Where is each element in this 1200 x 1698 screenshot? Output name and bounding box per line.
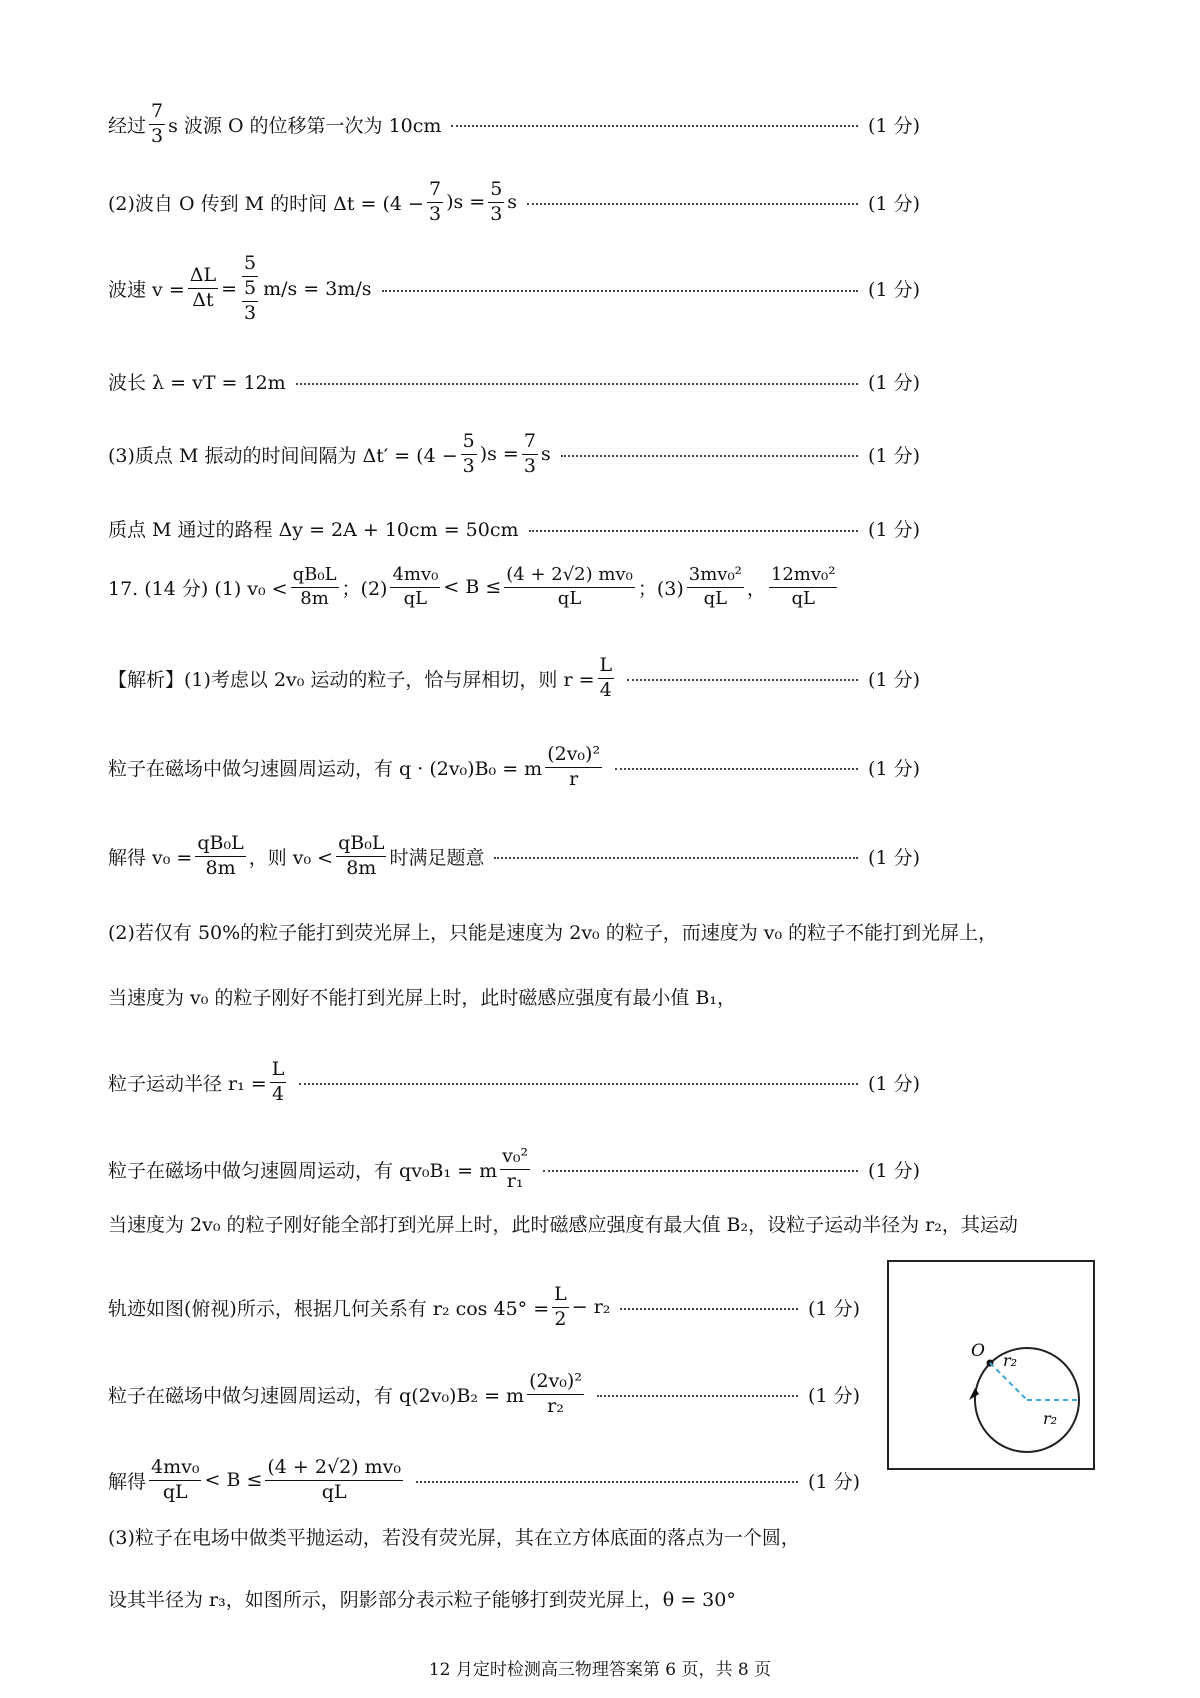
text: )s = bbox=[446, 191, 486, 214]
answer-line-4 bbox=[108, 368, 920, 395]
answer-line-17 bbox=[108, 1370, 860, 1419]
score: (1 分) bbox=[808, 1384, 860, 1407]
score: (1 分) bbox=[868, 1072, 920, 1095]
fraction: $\frac{5}{3}$ bbox=[490, 178, 503, 225]
label-r2-lower: r₂ bbox=[1043, 1409, 1058, 1428]
score: (1 分) bbox=[868, 192, 920, 215]
text: 轨迹如图(俯视)所示，根据几何关系有 r₂ cos 45° = bbox=[108, 1297, 550, 1320]
text: ， bbox=[746, 577, 766, 600]
score: (1 分) bbox=[868, 444, 920, 467]
dot-leader bbox=[494, 857, 858, 859]
text: 【解析】(1)考虑以 2v₀ 运动的粒子，恰与屏相切，则 r = bbox=[108, 668, 595, 691]
dot-leader bbox=[543, 1170, 858, 1172]
fraction: $\frac{\text{4mv₀}}{qL}$ bbox=[151, 1456, 200, 1503]
answer-line-11: (2)若仅有 50%的粒子能打到荧光屏上，只能是速度为 2v₀ 的粒子，而速度为 v₀ 的粒子不能打到光屏上， bbox=[108, 922, 998, 944]
text: 质点 M 通过的路程 Δy = 2A + 10cm = 50cm bbox=[108, 519, 519, 541]
text: 粒子在磁场中做匀速圆周运动，有 qv₀B₁ = m bbox=[108, 1159, 498, 1182]
fraction: $\frac{L}{4}$ bbox=[599, 654, 613, 701]
fraction: $\frac{\text{qB₀L}}{8m}$ bbox=[197, 832, 244, 879]
answer-line-5 bbox=[108, 430, 920, 479]
answer-line-18 bbox=[108, 1456, 860, 1505]
score: (1 分) bbox=[868, 668, 920, 691]
answer-line-19: (3)粒子在电场中做类平抛运动，若没有荧光屏，其在立方体底面的落点为一个圆， bbox=[108, 1527, 800, 1549]
score: (1 分) bbox=[868, 1159, 920, 1182]
text: 粒子运动半径 r₁ = bbox=[108, 1072, 267, 1095]
text: ；(2) bbox=[341, 577, 388, 600]
dot-leader bbox=[627, 679, 858, 681]
compound-fraction: $\frac{5}{\frac{5}{3}}$ bbox=[244, 252, 257, 324]
text: s bbox=[540, 443, 551, 466]
text: s 波源 O 的位移第一次为 10cm bbox=[168, 114, 442, 137]
dot-leader bbox=[597, 1395, 798, 1397]
text: )s = bbox=[479, 443, 519, 466]
dot-leader bbox=[615, 768, 858, 770]
page-footer: 12 月定时检测高三物理答案第 6 页，共 8 页 bbox=[428, 1660, 772, 1680]
text: − r₂ bbox=[571, 1296, 611, 1319]
text: 粒子在磁场中做匀速圆周运动，有 q · (2v₀)B₀ = m bbox=[108, 757, 543, 780]
text: ；(3) bbox=[637, 577, 684, 600]
answer-line-14 bbox=[108, 1145, 920, 1194]
score: (1 分) bbox=[868, 279, 920, 302]
text: ，则 v₀ < bbox=[248, 846, 334, 869]
answer-line-6 bbox=[108, 515, 920, 542]
direction-arrow bbox=[969, 1388, 979, 1400]
score: (1 分) bbox=[868, 519, 920, 541]
text: < B ≤ bbox=[443, 576, 502, 598]
answer-line-8 bbox=[108, 654, 920, 703]
answer-line-15: 当速度为 2v₀ 的粒子刚好能全部打到光屏上时，此时磁感应强度有最大值 B₂，设粒子运动半径为 r₂，其运动 bbox=[108, 1214, 1018, 1236]
answer-line-2 bbox=[108, 178, 920, 227]
label-r2-upper: r₂ bbox=[1003, 1351, 1018, 1370]
fraction: $\frac{\text{(4 + 2√2) mv₀}}{qL}$ bbox=[506, 564, 633, 609]
fraction: $\frac{\text{v₀²}}{\text{r₁}}$ bbox=[502, 1145, 529, 1192]
fraction: $\frac{\text{(2v₀)²}}{\text{r₂}}$ bbox=[529, 1370, 582, 1417]
fraction: $\frac{L}{4}$ bbox=[271, 1058, 285, 1105]
dot-leader bbox=[527, 203, 858, 205]
fraction: $\frac{7}{3}$ bbox=[151, 100, 164, 147]
answer-summary-17 bbox=[108, 564, 840, 610]
fraction: $\frac{5}{3}$ bbox=[462, 430, 475, 477]
text: s bbox=[507, 191, 518, 214]
answer-line-16 bbox=[108, 1283, 860, 1332]
score: (1 分) bbox=[868, 757, 920, 780]
dot-leader bbox=[529, 530, 859, 532]
fraction: $\frac{\text{4mv₀}}{qL}$ bbox=[392, 564, 439, 609]
dot-leader bbox=[416, 1481, 798, 1483]
text: (3)质点 M 振动的时间间隔为 Δt′ = (4 − bbox=[108, 444, 458, 467]
text: m/s = 3m/s bbox=[263, 277, 372, 300]
score: (1 分) bbox=[868, 114, 920, 137]
text: 解得 bbox=[108, 1470, 147, 1493]
fraction: $\frac{\text{qB₀L}}{8m}$ bbox=[292, 564, 337, 609]
fraction: $\frac{\text{(4 + 2√2) mv₀}}{qL}$ bbox=[267, 1456, 401, 1503]
answer-line-9 bbox=[108, 743, 920, 792]
answer-line-20: 设其半径为 r₃，如图所示，阴影部分表示粒子能够打到荧光屏上，θ = 30° bbox=[108, 1589, 736, 1611]
text: 经过 bbox=[108, 114, 147, 137]
fraction: $\frac{\text{(2v₀)²}}{r}$ bbox=[547, 743, 601, 790]
fraction: $\frac{\Delta L}{\Delta t}$ bbox=[189, 264, 217, 312]
dot-leader bbox=[382, 290, 859, 292]
text: 时满足题意 bbox=[389, 846, 485, 869]
fraction: $\frac{\text{12mv₀²}}{qL}$ bbox=[770, 564, 836, 609]
text: 粒子在磁场中做匀速圆周运动，有 q(2v₀)B₂ = m bbox=[108, 1384, 525, 1407]
answer-line-1 bbox=[108, 100, 920, 149]
answer-line-3 bbox=[108, 252, 920, 325]
text: (2)波自 O 传到 M 的时间 Δt = (4 − bbox=[108, 192, 424, 215]
fraction: $\frac{\text{3mv₀²}}{qL}$ bbox=[688, 564, 742, 609]
fraction: $\frac{7}{3}$ bbox=[523, 430, 536, 477]
score: (1 分) bbox=[808, 1470, 860, 1493]
answer-line-13 bbox=[108, 1058, 920, 1107]
label-o: O bbox=[971, 1341, 985, 1361]
fraction: $\frac{L}{2}$ bbox=[554, 1283, 567, 1330]
fraction: $\frac{\text{qB₀L}}{8m}$ bbox=[338, 832, 385, 879]
dot-leader bbox=[620, 1308, 798, 1310]
text: 解得 v₀ = bbox=[108, 846, 193, 869]
dot-leader bbox=[451, 125, 858, 127]
score: (1 分) bbox=[868, 846, 920, 869]
score: (1 分) bbox=[868, 372, 920, 394]
text: 17. (14 分) (1) v₀ < bbox=[108, 577, 288, 600]
dot-leader bbox=[561, 455, 858, 457]
trajectory-svg bbox=[887, 1260, 1095, 1470]
dot-leader bbox=[296, 383, 858, 385]
answer-line-12: 当速度为 v₀ 的粒子刚好不能打到光屏上时，此时磁感应强度有最小值 B₁， bbox=[108, 987, 737, 1009]
score: (1 分) bbox=[808, 1297, 860, 1320]
trajectory-diagram bbox=[887, 1260, 1095, 1470]
text: 波长 λ = vT = 12m bbox=[108, 372, 286, 394]
answer-line-10 bbox=[108, 832, 920, 881]
text: < B ≤ bbox=[204, 1469, 263, 1492]
fraction: $\frac{7}{3}$ bbox=[428, 178, 442, 225]
text: 波速 v = bbox=[108, 279, 185, 302]
dot-leader bbox=[299, 1083, 858, 1085]
text: = bbox=[221, 277, 237, 300]
